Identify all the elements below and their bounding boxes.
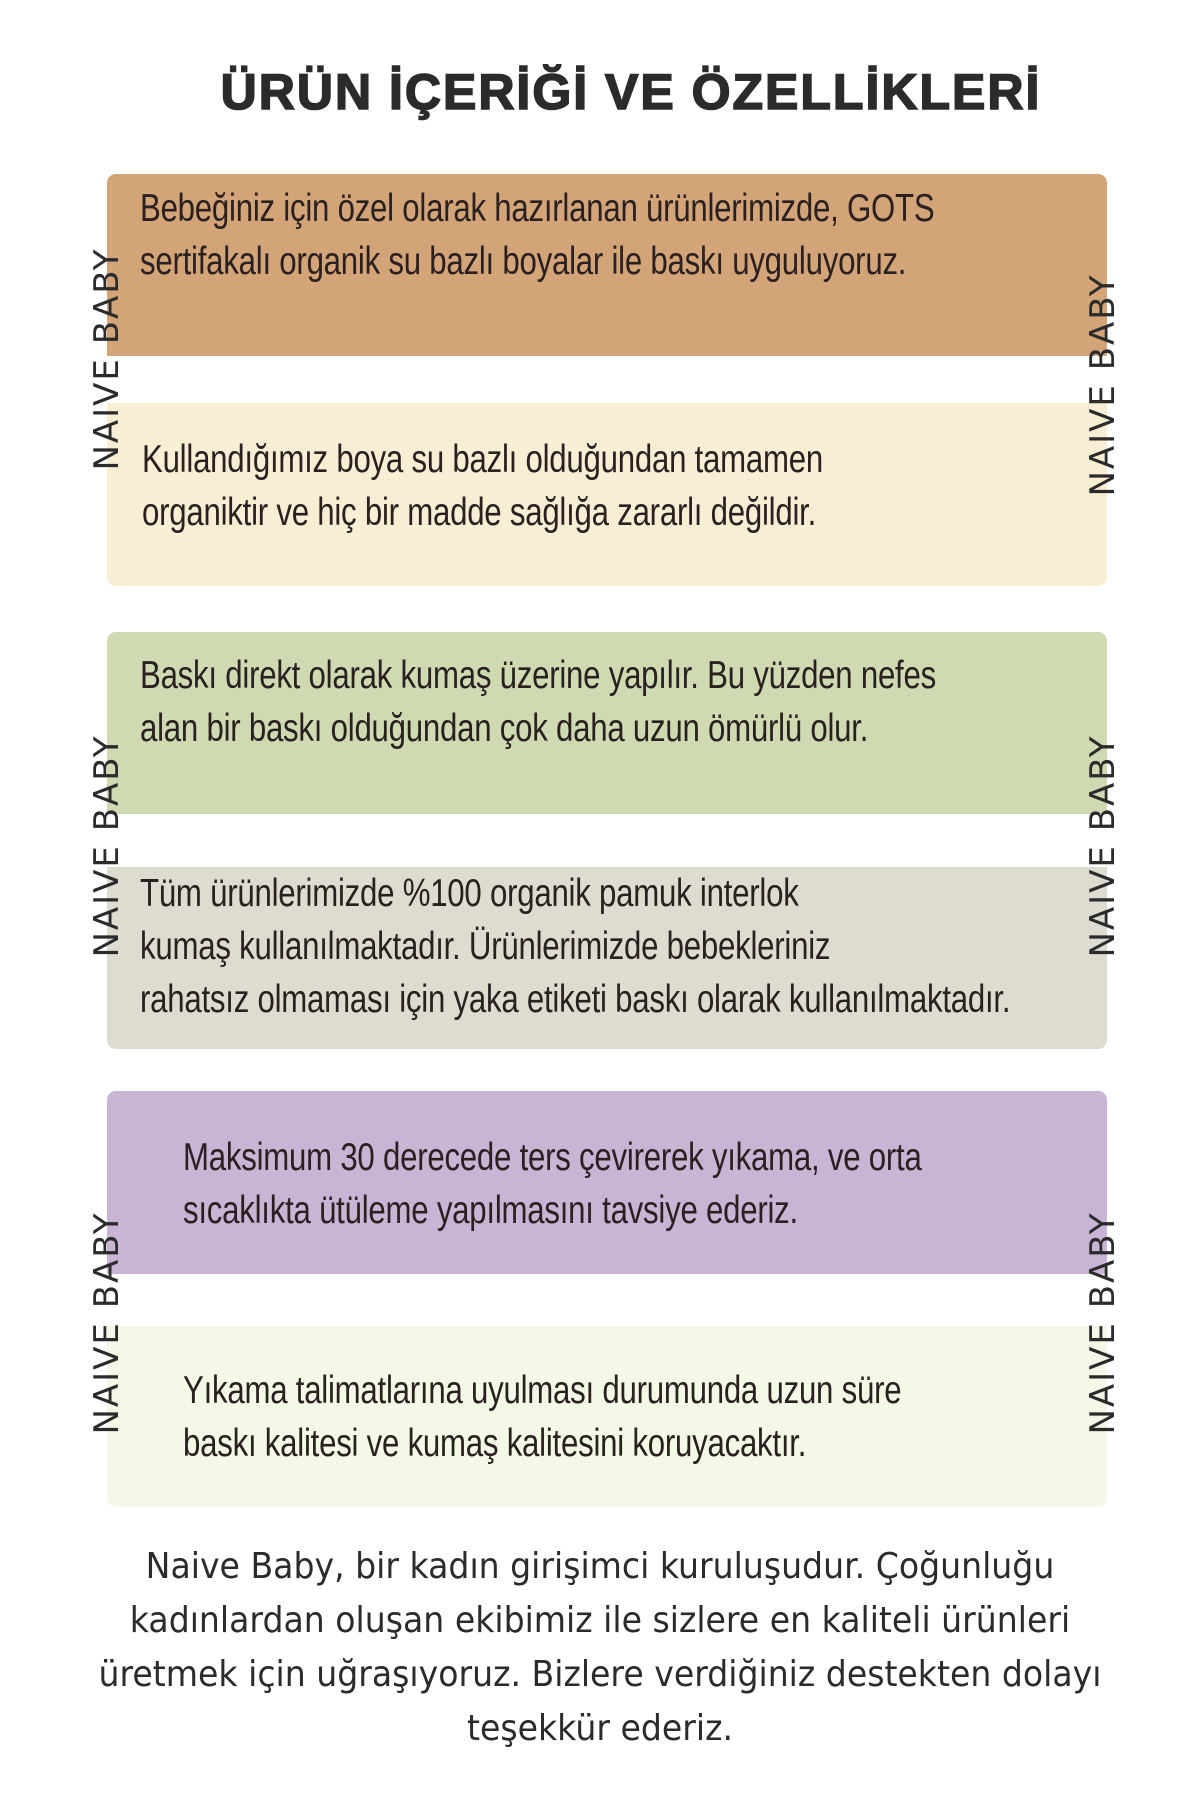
info-box-direct-print xyxy=(107,632,1107,814)
brand-label-left: NAIVE BABY xyxy=(87,1211,127,1435)
page-title: ÜRÜN İÇERİĞİ VE ÖZELLİKLERİ xyxy=(220,64,1042,120)
info-text-line: Tüm ürünlerimizde %100 organik pamuk interlok xyxy=(140,872,799,915)
info-box-washing-instructions xyxy=(107,1091,1107,1274)
info-box-organic-dye xyxy=(107,403,1107,586)
brand-statement-line: üretmek için uğraşıyoruz. Bizlere verdiğiniz destekten dolayı xyxy=(98,1654,1102,1695)
info-text-line: Kullandığımız boya su bazlı olduğundan tamamen xyxy=(142,438,823,481)
info-text-line: Bebeğiniz için özel olarak hazırlanan ürünlerimizde, GOTS xyxy=(140,187,935,230)
info-text-line: alan bir baskı olduğundan çok daha uzun ömürlü olur. xyxy=(140,707,869,750)
info-text-line: sertifakalı organik su bazlı boyalar ile baskı uyguluyoruz. xyxy=(140,240,907,283)
brand-label-left: NAIVE BABY xyxy=(87,247,127,471)
info-text-line: baskı kalitesi ve kumaş kalitesini koruyacaktır. xyxy=(183,1422,807,1465)
brand-label-right: NAIVE BABY xyxy=(1083,734,1123,958)
brand-label-right: NAIVE BABY xyxy=(1083,273,1123,497)
info-text-line: Yıkama talimatlarına uyulması durumunda uzun süre xyxy=(183,1369,902,1412)
info-box-quality-care xyxy=(107,1326,1107,1507)
info-text-line: kumaş kullanılmaktadır. Ürünlerimizde bebekleriniz xyxy=(140,925,831,968)
brand-statement-line: teşekkür ederiz. xyxy=(467,1708,733,1749)
brand-statement-line: kadınlardan oluşan ekibimiz ile sizlere en kaliteli ürünleri xyxy=(129,1600,1071,1641)
brand-label-right: NAIVE BABY xyxy=(1083,1211,1123,1435)
brand-statement xyxy=(0,1540,1200,1756)
brand-statement-line: Naive Baby, bir kadın girişimci kuruluşudur. Çoğunluğu xyxy=(145,1546,1055,1587)
info-text-line: sıcaklıkta ütüleme yapılmasını tavsiye ederiz. xyxy=(183,1189,798,1232)
info-text-line: Baskı direkt olarak kumaş üzerine yapılır. Bu yüzden nefes xyxy=(140,654,936,697)
info-box-organic-cotton xyxy=(107,867,1107,1049)
info-text-line: organiktir ve hiç bir madde sağlığa zararlı değildir. xyxy=(142,491,817,534)
info-text-line: rahatsız olmaması için yaka etiketi baskı olarak kullanılmaktadır. xyxy=(140,978,1011,1021)
info-box-printing-certification xyxy=(107,174,1107,356)
brand-label-left: NAIVE BABY xyxy=(87,734,127,958)
info-text-line: Maksimum 30 derecede ters çevirerek yıkama, ve orta xyxy=(183,1136,922,1179)
